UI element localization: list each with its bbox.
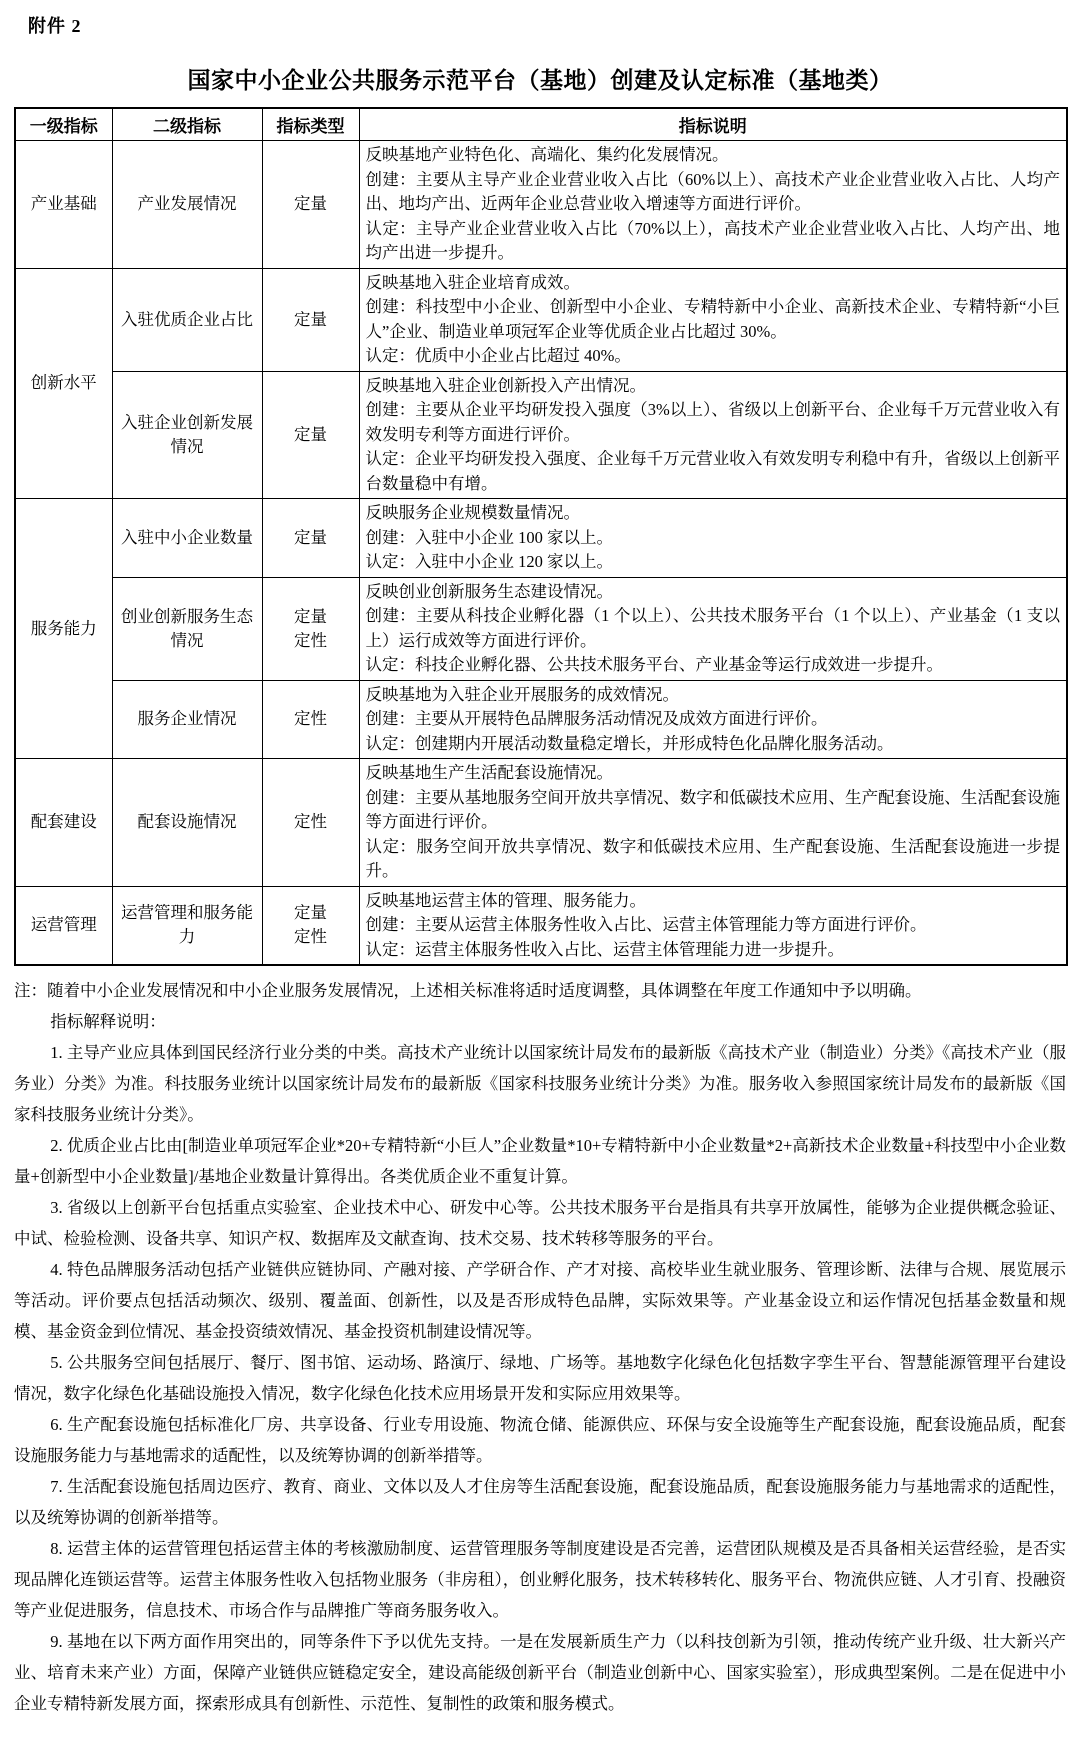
level1-cell: 产业基础 xyxy=(15,141,112,269)
type-cell xyxy=(262,141,359,269)
notes-subtitle: 指标解释说明： xyxy=(50,1012,166,1031)
table-header-row xyxy=(15,108,1067,141)
desc-cell xyxy=(359,886,1067,965)
level2-cell: 入驻企业创新发展情况 xyxy=(112,371,262,499)
desc-paragraph: 认定：运营主体服务性收入占比、运营主体管理能力进一步提升。 xyxy=(365,939,844,959)
level2-cell: 入驻优质企业占比 xyxy=(112,268,262,371)
table-row xyxy=(15,141,1067,269)
type-label: 定量 xyxy=(294,527,327,547)
desc-cell xyxy=(359,371,1067,499)
desc-paragraph: 认定：服务空间开放共享情况、数字和低碳技术应用、生产配套设施、生活配套设施进一步提升。 xyxy=(365,836,1060,880)
page-title: 国家中小企业公共服务示范平台（基地）创建及认定标准（基地类） xyxy=(187,68,893,93)
column-header-level2: 二级指标 xyxy=(112,108,262,141)
type-cell xyxy=(262,759,359,887)
desc-cell xyxy=(359,268,1067,371)
column-header-desc: 指标说明 xyxy=(359,108,1067,141)
desc-cell xyxy=(359,759,1067,887)
desc-paragraph: 反映基地入驻企业创新投入产出情况。 xyxy=(365,375,646,395)
type-cell xyxy=(262,577,359,680)
column-header-type: 指标类型 xyxy=(262,108,359,141)
desc-paragraph: 反映基地为入驻企业开展服务的成效情况。 xyxy=(365,684,679,704)
desc-paragraph: 创建：主要从开展特色品牌服务活动情况及成效方面进行评价。 xyxy=(365,709,828,728)
note-general: 注：随着中小企业发展情况和中小企业服务发展情况，上述相关标准将适时适度调整，具体调整在年度工作通知中予以明确。 xyxy=(14,981,922,1000)
desc-paragraph: 创建：主要从运营主体服务性收入占比、运营主体管理能力等方面进行评价。 xyxy=(365,915,927,934)
desc-paragraph: 反映基地产业特色化、高端化、集约化发展情况。 xyxy=(365,145,729,164)
desc-paragraph: 认定：企业平均研发投入强度、企业每千万元营业收入有效发明专利稳中有升，省级以上创新平台数量稳中有增。 xyxy=(365,449,1060,493)
desc-cell xyxy=(359,499,1067,578)
note-item: 4. 特色品牌服务活动包括产业链供应链协同、产融对接、产学研合作、产才对接、高校毕业生就业服务、管理诊断、法律与合规、展览展示等活动。评价要点包括活动频次、级别、覆盖面、创新性，以及是否形成特色品牌，实际效果等。产业基金设立和运作情况包括基金数量和规模、基金资金到位情况、基金投资绩效情况、基金投资机制建设情况等。 xyxy=(14,1260,1066,1341)
note-item: 3. 省级以上创新平台包括重点实验室、企业技术中心、研发中心等。公共技术服务平台是指具有共享开放属性，能够为企业提供概念验证、中试、检验检测、设备共享、知识产权、数据库及文献查询、技术交易、技术转移等服务的平台。 xyxy=(14,1198,1066,1248)
note-item: 9. 基地在以下两方面作用突出的，同等条件下予以优先支持。一是在发展新质生产力（以科技创新为引领，推动传统产业升级、壮大新兴产业、培育未来产业）方面，保障产业链供应链稳定安全，建设高能级创新平台（制造业创新中心、国家实验室），形成典型案例。二是在促进中小企业专精特新发展方面，探索形成具有创新性、示范性、复制性的政策和服务模式。 xyxy=(14,1632,1066,1713)
table-row xyxy=(15,886,1067,965)
note-item: 7. 生活配套设施包括周边医疗、教育、商业、文体以及人才住房等生活配套设施，配套设施品质，配套设施服务能力与基地需求的适配性，以及统筹协调的创新举措等。 xyxy=(14,1477,1066,1527)
desc-paragraph: 创建：科技型中小企业、创新型中小企业、专精特新中小企业、高新技术企业、专精特新“小巨人”企业、制造业单项冠军企业等优质企业占比超过 30%。 xyxy=(365,297,1060,341)
level1-cell: 服务能力 xyxy=(15,499,112,759)
type-cell xyxy=(262,680,359,759)
desc-cell xyxy=(359,141,1067,269)
level2-cell: 运营管理和服务能力 xyxy=(112,886,262,965)
desc-paragraph: 创建：主要从主导产业企业营业收入占比（60%以上）、高技术产业企业营业收入占比、人均产出、地均产出、近两年企业总营业收入增速等方面进行评价。 xyxy=(365,169,1060,213)
attachment-label: 附件 2 xyxy=(28,16,82,36)
desc-cell xyxy=(359,680,1067,759)
desc-paragraph: 认定：入驻中小企业 120 家以上。 xyxy=(365,552,613,571)
type-label: 定性 xyxy=(294,709,327,729)
type-label: 定性 xyxy=(294,630,327,650)
level2-cell: 配套设施情况 xyxy=(112,759,262,887)
table-row xyxy=(15,759,1067,887)
level2-cell: 服务企业情况 xyxy=(112,680,262,759)
type-label: 定量 xyxy=(294,606,327,626)
desc-paragraph: 反映基地入驻企业培育成效。 xyxy=(365,272,580,292)
note-item: 8. 运营主体的运营管理包括运营主体的考核激励制度、运营管理服务等制度建设是否完善，运营团队规模及是否具备相关运营经验，是否实现品牌化连锁运营等。运营主体服务性收入包括物业服务（非房租），创业孵化服务，技术转移转化、服务平台、物流供应链、人才引育、投融资等产业促进服务，信息技术、市场合作与品牌推广等商务服务收入。 xyxy=(14,1539,1066,1620)
desc-paragraph: 认定：主导产业企业营业收入占比（70%以上），高技术产业企业营业收入占比、人均产出、地均产出进一步提升。 xyxy=(365,218,1060,262)
table-row xyxy=(15,680,1067,759)
level1-cell: 配套建设 xyxy=(15,759,112,887)
standards-table xyxy=(14,107,1068,966)
desc-paragraph: 认定：优质中小企业占比超过 40%。 xyxy=(365,346,631,365)
desc-cell xyxy=(359,577,1067,680)
table-row xyxy=(15,268,1067,371)
column-header-level1: 一级指标 xyxy=(15,108,112,141)
note-item: 6. 生产配套设施包括标准化厂房、共享设备、行业专用设施、物流仓储、能源供应、环保与安全设施等生产配套设施，配套设施品质，配套设施服务能力与基地需求的适配性，以及统筹协调的创新举措等。 xyxy=(14,1415,1066,1465)
table-row xyxy=(15,577,1067,680)
desc-paragraph: 创建：主要从企业平均研发投入强度（3%以上）、省级以上创新平台、企业每千万元营业收入有效发明专利等方面进行评价。 xyxy=(365,400,1060,444)
type-cell xyxy=(262,268,359,371)
desc-paragraph: 创建：主要从科技企业孵化器（1 个以上）、公共技术服务平台（1 个以上）、产业基金（1 支以上）运行成效等方面进行评价。 xyxy=(365,606,1060,650)
level1-cell: 运营管理 xyxy=(15,886,112,965)
desc-paragraph: 创建：入驻中小企业 100 家以上。 xyxy=(365,527,613,547)
note-item: 2. 优质企业占比由[制造业单项冠军企业*20+专精特新“小巨人”企业数量*10+专精特新中小企业数量*2+高新技术企业数量+科技型中小企业数量+创新型中小企业数量]/基地企业数量计算得出。各类优质企业不重复计算。 xyxy=(14,1136,1066,1186)
desc-paragraph: 认定：科技企业孵化器、公共技术服务平台、产业基金等运行成效进一步提升。 xyxy=(365,655,943,674)
level2-cell: 产业发展情况 xyxy=(112,141,262,269)
type-cell xyxy=(262,499,359,578)
document-page xyxy=(14,0,1066,1747)
desc-paragraph: 反映创业创新服务生态建设情况。 xyxy=(365,581,613,601)
notes-section xyxy=(14,975,1066,1719)
level2-cell: 创业创新服务生态情况 xyxy=(112,577,262,680)
type-label: 定量 xyxy=(294,903,327,923)
note-item: 1. 主导产业应具体到国民经济行业分类的中类。高技术产业统计以国家统计局发布的最新版《高技术产业（制造业）分类》《高技术产业（服务业）分类》为准。科技服务业统计以国家统计局发布的最新版《国家科技服务业统计分类》为准。服务收入参照国家统计局发布的最新版《国家科技服务业统计分类》。 xyxy=(14,1043,1066,1124)
level1-cell: 创新水平 xyxy=(15,268,112,499)
type-label: 定量 xyxy=(294,309,327,329)
desc-paragraph: 反映基地运营主体的管理、服务能力。 xyxy=(365,890,646,910)
type-cell xyxy=(262,886,359,965)
note-item: 5. 公共服务空间包括展厅、餐厅、图书馆、运动场、路演厅、绿地、广场等。基地数字化绿色化包括数字孪生平台、智慧能源管理平台建设情况，数字化绿色化基础设施投入情况，数字化绿色化技术应用场景开发和实际应用效果等。 xyxy=(14,1353,1066,1403)
desc-paragraph: 创建：主要从基地服务空间开放共享情况、数字和低碳技术应用、生产配套设施、生活配套设施等方面进行评价。 xyxy=(365,787,1060,831)
type-label: 定量 xyxy=(294,424,327,444)
type-label: 定性 xyxy=(294,812,327,832)
desc-paragraph: 反映服务企业规模数量情况。 xyxy=(365,503,580,522)
desc-paragraph: 认定：创建期内开展活动数量稳定增长，并形成特色化品牌化服务活动。 xyxy=(365,733,894,753)
level2-cell: 入驻中小企业数量 xyxy=(112,499,262,578)
type-label: 定性 xyxy=(294,927,327,947)
table-row xyxy=(15,371,1067,499)
desc-paragraph: 反映基地生产生活配套设施情况。 xyxy=(365,763,613,782)
type-cell xyxy=(262,371,359,499)
table-row xyxy=(15,499,1067,578)
type-label: 定量 xyxy=(294,194,327,214)
